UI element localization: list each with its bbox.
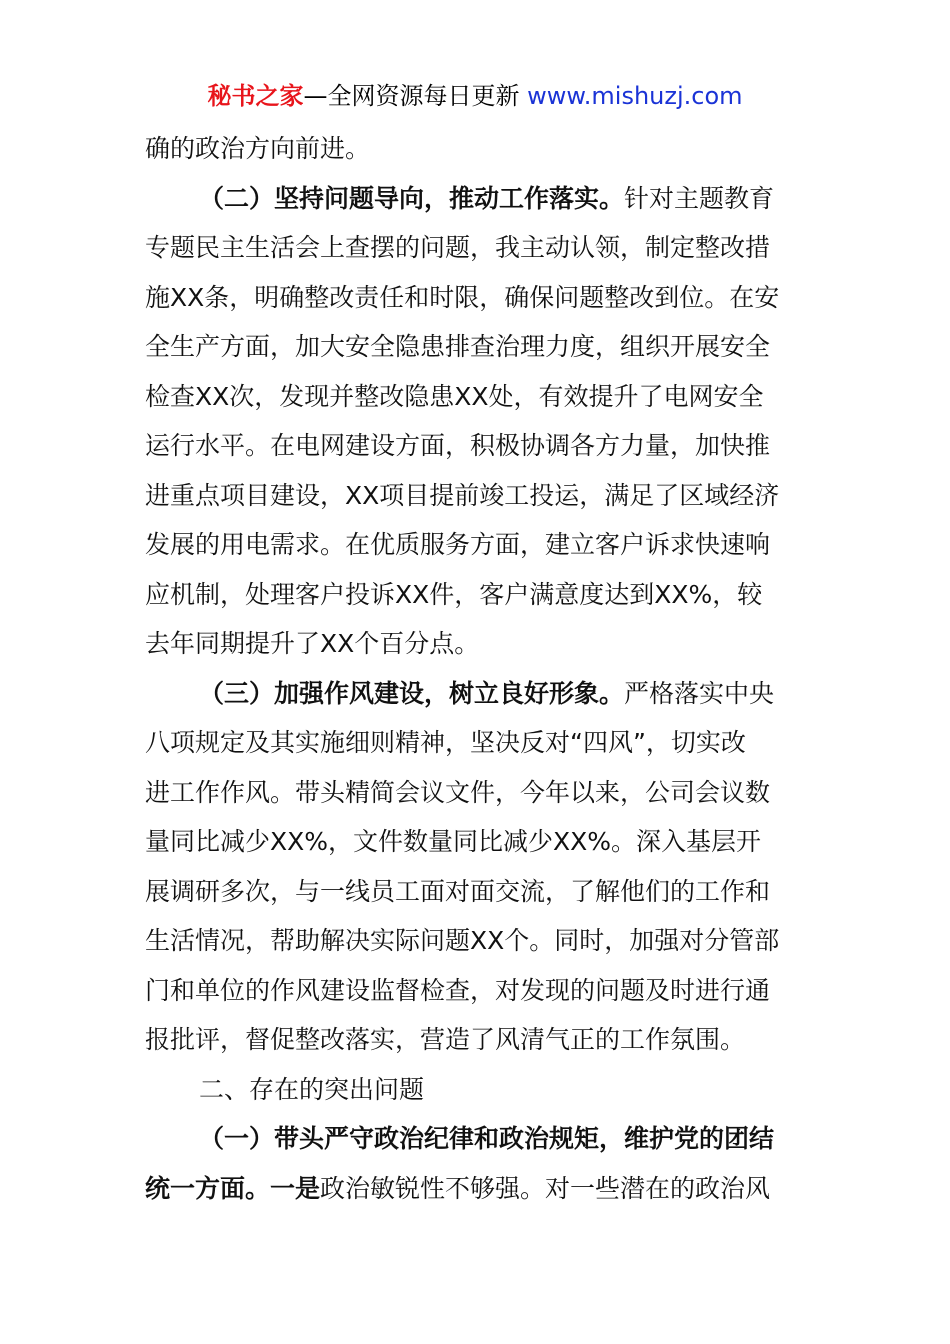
header-url[interactable]: www.mishuzj.com: [527, 82, 743, 110]
text-line: 八项规定及其实施细则精神，坚决反对“四风”，切实改: [145, 728, 746, 757]
section-heading-line: （二）坚持问题导向，推动工作落实。针对主题教育: [199, 183, 775, 213]
text-line: 专题民主生活会上查摆的问题，我主动认领，制定整改措: [145, 233, 771, 262]
header-tagline: —全网资源每日更新: [303, 82, 528, 110]
section-heading: （二）坚持问题导向，推动工作落实。: [199, 183, 625, 213]
text-line: 报批评，督促整改落实，营造了风清气正的工作氛围。: [145, 1025, 746, 1054]
chapter-heading: 二、存在的突出问题: [199, 1074, 425, 1104]
section-heading: 统一方面。一是: [145, 1173, 321, 1203]
text-line: 量同比减少XX%，文件数量同比减少XX%。深入基层开: [145, 827, 762, 856]
section-heading: （三）加强作风建设，树立良好形象。: [199, 678, 625, 708]
watermark-header: [0, 80, 950, 112]
text-line: 运行水平。在电网建设方面，积极协调各方力量，加快推: [145, 431, 771, 460]
text-line: 全生产方面，加大安全隐患排查治理力度，组织开展安全: [145, 332, 771, 361]
text-line: 生活情况，帮助解决实际问题XX个。同时，加强对分管部: [145, 926, 780, 955]
section-heading-line: 统一方面。一是政治敏锐性不够强。对一些潜在的政治风: [145, 1173, 771, 1203]
document-body: [145, 124, 809, 1213]
text-line: 施XX条，明确整改责任和时限，确保问题整改到位。在安: [145, 282, 780, 312]
section-heading: （一）带头严守政治纪律和政治规矩，维护党的团结: [199, 1124, 775, 1153]
header-brand: 秘书之家: [207, 82, 304, 110]
section-heading-line: （三）加强作风建设，树立良好形象。严格落实中央: [199, 678, 775, 708]
text-line: 进工作作风。带头精简会议文件，今年以来，公司会议数: [145, 777, 771, 807]
text-line: 确的政治方向前进。: [145, 134, 371, 163]
text-line: 门和单位的作风建设监督检查，对发现的问题及时进行通: [145, 975, 771, 1005]
text-line: 检查XX次，发现并整改隐患XX处，有效提升了电网安全: [145, 381, 764, 411]
text-line: 去年同期提升了XX个百分点。: [145, 629, 480, 658]
text-line: 应机制，处理客户投诉XX件，客户满意度达到XX%，较: [145, 579, 763, 609]
text-line: 发展的用电需求。在优质服务方面，建立客户诉求快速响: [145, 530, 771, 559]
section-heading-line: [145, 1114, 809, 1164]
text-line: 进重点项目建设，XX项目提前竣工投运，满足了区域经济: [145, 480, 780, 510]
text-line: 展调研多次，与一线员工面对面交流，了解他们的工作和: [145, 876, 771, 906]
